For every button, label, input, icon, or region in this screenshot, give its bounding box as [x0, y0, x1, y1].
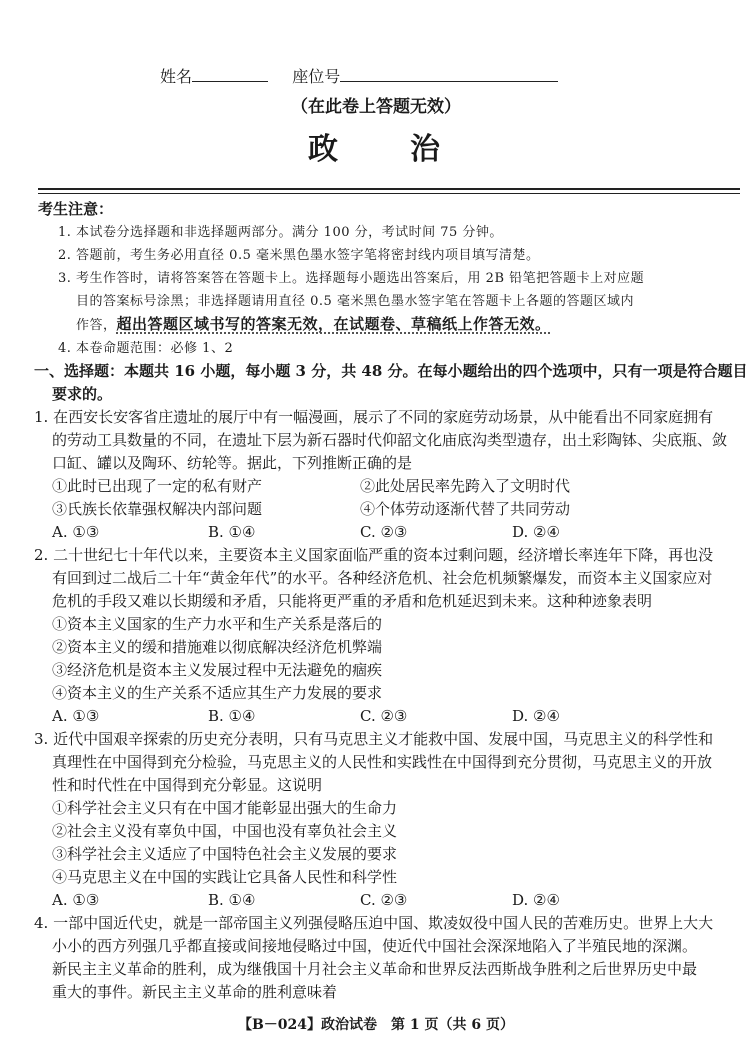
- q2-option-d[interactable]: D. ②④: [512, 707, 560, 725]
- notice-item-3-emphasis: 超出答题区域书写的答案无效，在试题卷、草稿纸上作答无效。: [116, 315, 551, 333]
- q3-statement-3: ③科学社会主义适应了中国特色社会主义发展的要求: [52, 845, 398, 863]
- q4-stem-line-4: 重大的事件。新民主主义革命的胜利意味着: [52, 983, 338, 1001]
- q4-stem-line-3: 新民主主义革命的胜利，成为继俄国十月社会主义革命和世界反法西斯战争胜利之后世界历史中最: [52, 960, 698, 978]
- q1-statement-3: ③氏族长依靠强权解决内部问题: [52, 500, 263, 518]
- q2-stem-line-3: 危机的手段又难以长期缓和矛盾，只能将更严重的矛盾和危机延迟到未来。这种种迹象表明: [52, 592, 653, 610]
- q3-statement-2: ②社会主义没有辜负中国，中国也没有辜负社会主义: [52, 822, 398, 840]
- divider-bottom: [38, 193, 740, 194]
- seat-blank[interactable]: [340, 66, 558, 82]
- q1-statement-2: ②此处居民率先跨入了文明时代: [360, 477, 571, 495]
- q1-stem-line-3: 口缸、罐以及陶环、纺轮等。据此，下列推断正确的是: [52, 454, 413, 472]
- name-field: [160, 64, 558, 87]
- q1-statement-4: ④个体劳动逐渐代替了共同劳动: [360, 500, 571, 518]
- q1-stem-line-2: 的劳动工具数量的不同，在遗址下层为新石器时代仰韶文化庙底沟类型遗存，出土彩陶钵、尖底瓶、敛: [52, 431, 728, 449]
- section-heading-line-1: 一、选择题：本题共 16 小题，每小题 3 分，共 48 分。在每小题给出的四个选项中，只有一项是符合题目: [34, 362, 748, 380]
- q3-statement-4: ④马克思主义在中国的实践让它具备人民性和科学性: [52, 868, 398, 886]
- notice-item-3-line-1: 3. 考生作答时，请将答案答在答题卡上。选择题每小题选出答案后，用 2B 铅笔把答题卡上对应题: [58, 271, 645, 286]
- q2-option-a[interactable]: A. ①③: [52, 707, 100, 725]
- invalid-note: （在此卷上答题无效）: [291, 97, 461, 117]
- q2-option-c[interactable]: C. ②③: [360, 707, 408, 725]
- q2-statement-1: ①资本主义国家的生产力水平和生产关系是落后的: [52, 615, 383, 633]
- q3-option-a[interactable]: A. ①③: [52, 891, 100, 909]
- q3-option-b[interactable]: B. ①④: [208, 891, 256, 909]
- page-footer: 【B－024】政治试卷 第 1 页（共 6 页）: [237, 1017, 515, 1033]
- q1-option-a[interactable]: A. ①③: [52, 523, 100, 541]
- q3-stem-line-2: 真理性在中国得到充分检验，马克思主义的人民性和实践性在中国得到充分贯彻，马克思主义的开放: [52, 753, 713, 771]
- notice-item-3-line-3: [76, 313, 551, 337]
- q2-statement-4: ④资本主义的生产关系不适应其生产力发展的要求: [52, 684, 383, 702]
- q3-option-c[interactable]: C. ②③: [360, 891, 408, 909]
- notice-item-4: 4. 本卷命题范围：必修 1、2: [58, 341, 234, 356]
- q1-option-c[interactable]: C. ②③: [360, 523, 408, 541]
- q2-option-b[interactable]: B. ①④: [208, 707, 256, 725]
- q3-option-d[interactable]: D. ②④: [512, 891, 560, 909]
- seat-label: 座位号: [292, 67, 341, 86]
- q1-stem-line-1: 1. 在西安长安客省庄遗址的展厅中有一幅漫画，展示了不同的家庭劳动场景，从中能看出不同家庭拥有: [34, 408, 714, 426]
- notice-item-3-line-2: 目的答案标号涂黑；非选择题请用直径 0.5 毫米黑色墨水签字笔在答题卡上各题的答题区域内: [76, 294, 634, 309]
- q2-stem-line-2: 有回到过二战后二十年“黄金年代”的水平。各种经济危机、社会危机频繁爆发，而资本主义国家应对: [52, 569, 713, 587]
- name-blank[interactable]: [192, 66, 268, 82]
- q4-stem-line-2: 小小的西方列强几乎都直接或间接地侵略过中国，使近代中国社会深深地陷入了半殖民地的深渊。: [52, 937, 698, 955]
- section-heading-line-2: 要求的。: [52, 385, 113, 403]
- q1-statement-1: ①此时已出现了一定的私有财产: [52, 477, 263, 495]
- q4-stem-line-1: 4. 一部中国近代史，就是一部帝国主义列强侵略压迫中国、欺凌奴役中国人民的苦难历史。世界上大大: [34, 914, 714, 932]
- q2-statement-3: ③经济危机是资本主义发展过程中无法避免的痼疾: [52, 661, 383, 679]
- notice-title: 考生注意：: [38, 200, 114, 218]
- q1-option-b[interactable]: B. ①④: [208, 523, 256, 541]
- notice-item-3-pre: 作答，: [76, 318, 117, 333]
- name-label: 姓名: [160, 67, 193, 86]
- notice-item-2: 2. 答题前，考生务必用直径 0.5 毫米黑色墨水签字笔将密封线内项目填写清楚。: [58, 248, 540, 263]
- q3-stem-line-1: 3. 近代中国艰辛探索的历史充分表明，只有马克思主义才能救中国、发展中国，马克思主义的科学性和: [34, 730, 714, 748]
- divider-top: [38, 188, 740, 190]
- q2-stem-line-1: 2. 二十世纪七十年代以来，主要资本主义国家面临严重的资本过剩问题，经济增长率连年下降，再也没: [34, 546, 714, 564]
- q1-option-d[interactable]: D. ②④: [512, 523, 560, 541]
- q3-statement-1: ①科学社会主义只有在中国才能彰显出强大的生命力: [52, 799, 398, 817]
- q2-statement-2: ②资本主义的缓和措施难以彻底解决经济危机弊端: [52, 638, 383, 656]
- q3-stem-line-3: 性和时代性在中国得到充分彰显。这说明: [52, 776, 323, 794]
- subject-title: 政 治: [308, 132, 444, 167]
- notice-item-1: 1. 本试卷分选择题和非选择题两部分。满分 100 分，考试时间 75 分钟。: [58, 225, 503, 240]
